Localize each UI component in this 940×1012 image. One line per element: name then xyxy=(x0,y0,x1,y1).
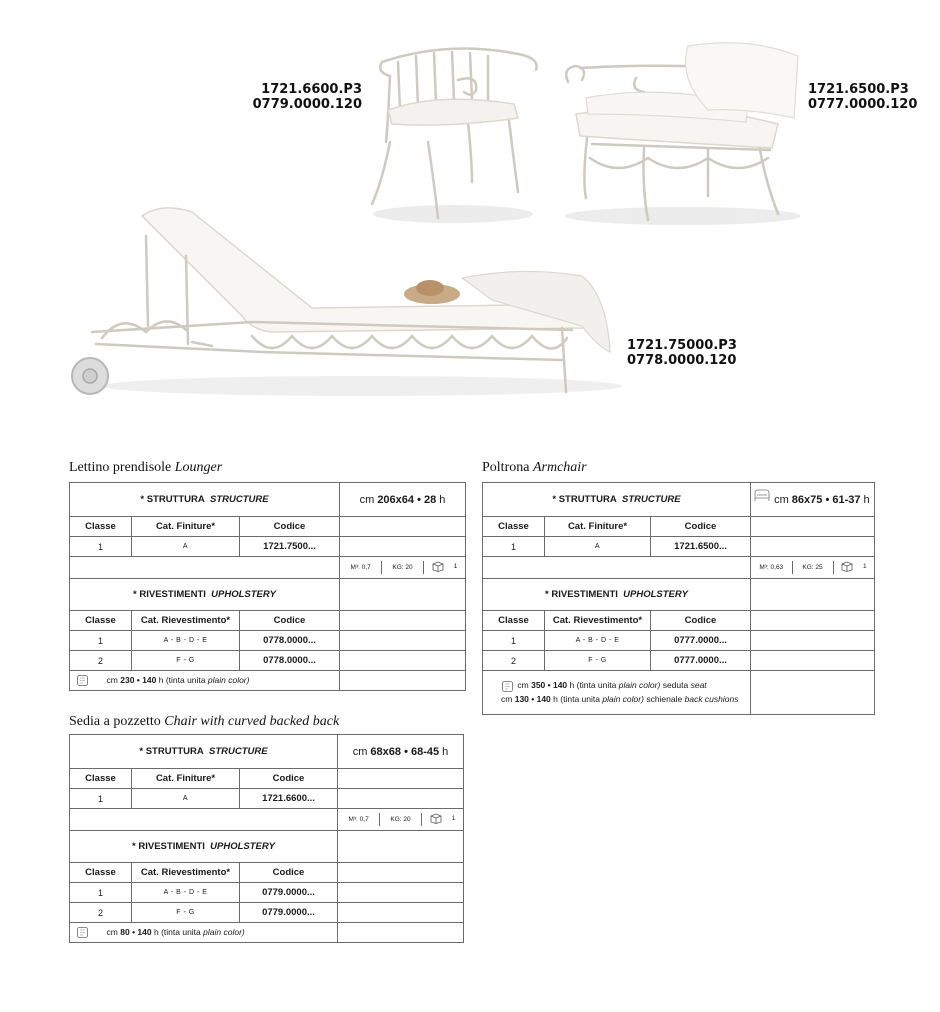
fabric-roll-icon xyxy=(76,926,90,939)
armchair-outline-icon xyxy=(753,488,771,502)
table-row: 1 A 1721.6500... xyxy=(483,537,875,557)
lounger-photo-codes xyxy=(627,338,757,368)
table-row: 2 F - G 0777.0000... xyxy=(483,651,875,671)
armchair-spec-table: * STRUTTURA STRUCTURE cm 86x75 • 61-37 h Classe Cat. Finiture* Codice 1 A 1721.6500... M³: 0,63 KG: 25 1 * RIVESTIMENTI UPHOLSTERY Classe Cat. Rievestimento* Codice 1 A - B - D - E 0777.0000... 2 F - G 0777.0000... cm 350 • 140 h (tinta unita plain color) seduta seat cm 130 • 140 h (tinta unita plain color) schienale back cushions xyxy=(482,482,875,715)
armchair-fabric-note: cm 350 • 140 h (tinta unita plain color) seduta seat cm 130 • 140 h (tinta unita plain color) schienale back cushions xyxy=(483,671,751,715)
fabric-roll-icon xyxy=(501,680,515,693)
chair-packing-info: M³: 0,7 KG: 20 1 xyxy=(338,809,464,831)
chair-title-en: Chair with curved backed back xyxy=(164,714,340,729)
fabric-roll-icon xyxy=(76,674,90,687)
armchair-section-title xyxy=(482,460,587,476)
armchair-title-it: Poltrona xyxy=(482,460,530,475)
lounger-structure-header: * STRUTTURA STRUCTURE xyxy=(70,483,340,517)
lounger-col-code: Codice xyxy=(240,517,340,537)
armchair-upholstery-header: * RIVESTIMENTI UPHOLSTERY xyxy=(483,579,751,611)
lounger-packing-info: M³: 0,7 KG: 20 1 xyxy=(340,557,466,579)
box-icon xyxy=(841,561,853,572)
lounger-photo xyxy=(62,196,622,401)
lounger-title-it: Lettino prendisole xyxy=(69,460,172,475)
chair-section-title xyxy=(69,714,339,730)
chair-title-it: Sedia a pozzetto xyxy=(69,714,161,729)
box-icon xyxy=(432,561,444,572)
armchair-dimensions: cm 86x75 • 61-37 h xyxy=(751,483,875,517)
table-row: 1 A 1721.6600... xyxy=(70,789,464,809)
table-row: 1 A - B - D - E 0778.0000... xyxy=(70,631,466,651)
lounger-dimensions: cm 206x64 • 28 h xyxy=(340,483,466,517)
lounger-col-finish: Cat. Finiture* xyxy=(132,517,240,537)
lounger-title-en: Lounger xyxy=(174,460,223,475)
chair-dimensions: cm 68x68 • 68-45 h xyxy=(338,735,464,769)
armchair-title-en: Armchair xyxy=(532,460,587,475)
lounger-section-title xyxy=(69,460,222,476)
chair-structure-header: * STRUTTURA STRUCTURE xyxy=(70,735,338,769)
armchair-packing-info: M³: 0,63 KG: 25 1 xyxy=(751,557,875,579)
armchair-structure-code: 1721.6500.P3 xyxy=(808,82,909,97)
lounger-spec-table: * STRUTTURA STRUCTURE cm 206x64 • 28 h Classe Cat. Finiture* Codice 1 A 1721.7500... M³: 0,7 KG: 20 1 * RIVESTIMENTI UPHOLSTERY Classe Cat. Rievestimento* Codice 1 A - B - D - E 0778.0000... 2 F - G 0778.0000... cm 230 • 140 h (tinta unita plain color) xyxy=(69,482,466,691)
box-icon xyxy=(430,813,442,824)
lounger-col-class: Classe xyxy=(70,517,132,537)
lounger-structure-code: 1721.75000.P3 xyxy=(627,338,737,353)
armchair-photo-codes xyxy=(808,82,928,112)
armchair-structure-header: * STRUTTURA STRUCTURE xyxy=(483,483,751,517)
lounger-upholstery-code: 0778.0000.120 xyxy=(627,353,737,368)
chair-photo-codes xyxy=(250,82,362,112)
table-row: 1 A - B - D - E 0779.0000... xyxy=(70,883,464,903)
chair-spec-table: * STRUTTURA STRUCTURE cm 68x68 • 68-45 h Classe Cat. Finiture* Codice 1 A 1721.6600... M³: 0,7 KG: 20 1 * RIVESTIMENTI UPHOLSTERY Classe Cat. Rievestimento* Codice 1 A - B - D - E 0779.0000... 2 F - G 0779.0000... cm 80 • 140 h (tinta unita plain color) xyxy=(69,734,464,943)
chair-fabric-note: cm 80 • 140 h (tinta unita plain color) xyxy=(70,923,338,943)
table-row: 1 A - B - D - E 0777.0000... xyxy=(483,631,875,651)
table-row: 2 F - G 0778.0000... xyxy=(70,651,466,671)
chair-upholstery-header: * RIVESTIMENTI UPHOLSTERY xyxy=(70,831,338,863)
table-row: 2 F - G 0779.0000... xyxy=(70,903,464,923)
armchair-upholstery-code: 0777.0000.120 xyxy=(808,97,918,112)
chair-structure-code: 1721.6600.P3 xyxy=(261,82,362,97)
lounger-upholstery-header: * RIVESTIMENTI UPHOLSTERY xyxy=(70,579,340,611)
chair-upholstery-code: 0779.0000.120 xyxy=(252,97,362,112)
table-row: 1 A 1721.7500... xyxy=(70,537,466,557)
lounger-fabric-note: cm 230 • 140 h (tinta unita plain color) xyxy=(70,671,340,691)
